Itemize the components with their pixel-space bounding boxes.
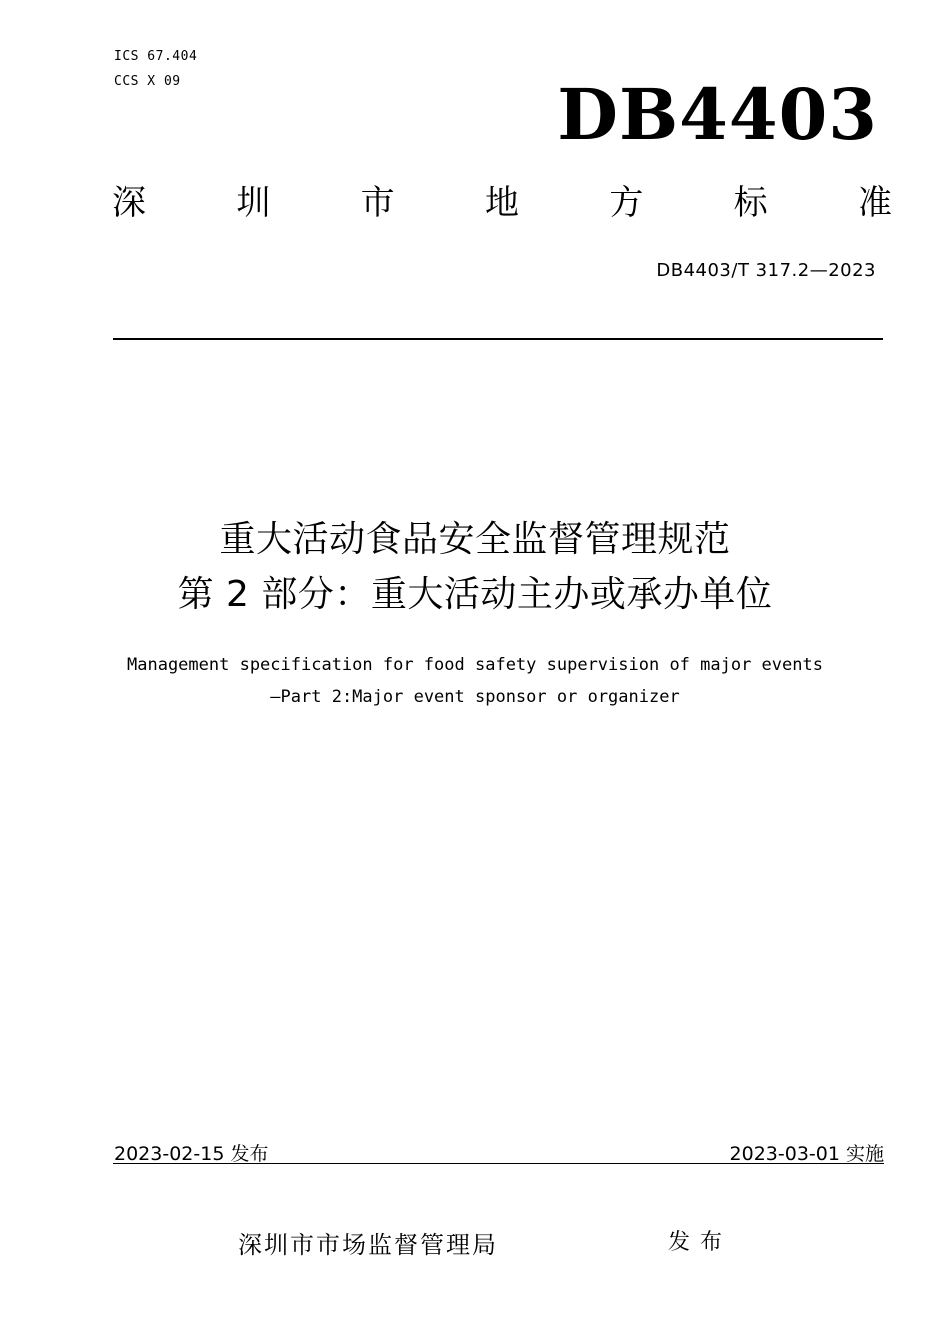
title-cn-line1: 重大活动食品安全监督管理规范	[219, 519, 731, 560]
ccs-code: CCS X 09	[114, 74, 181, 89]
implementation-date: 2023-03-01 实施	[729, 1143, 884, 1165]
issue-date: 2023-02-15 发布	[114, 1143, 269, 1165]
title-en-line2: —Part 2:Major event sponsor or organizer	[270, 687, 680, 707]
title-cn-line2: 第 2 部分：重大活动主办或承办单位	[177, 574, 773, 615]
standard-number: DB4403/T 317.2—2023	[656, 260, 876, 281]
standard-code-logo: DB4403	[557, 73, 878, 156]
publish-label: 发布	[668, 1230, 733, 1255]
standard-type-char: 市	[360, 183, 395, 223]
top-divider	[113, 338, 883, 340]
title-en-line1: Management specification for food safety supervision of major events	[127, 655, 823, 675]
standard-type-char: 深	[112, 183, 146, 223]
standard-type-char: 圳	[236, 183, 271, 223]
ics-code: ICS 67.404	[114, 49, 198, 64]
bottom-divider	[113, 1163, 884, 1164]
standard-type-heading	[112, 183, 892, 223]
standard-type-char: 标	[733, 183, 768, 223]
standard-type-char: 准	[857, 183, 892, 223]
standard-type-char: 地	[484, 183, 519, 223]
publisher-name: 深圳市市场监督管理局	[238, 1231, 498, 1259]
standard-type-char: 方	[609, 183, 644, 223]
